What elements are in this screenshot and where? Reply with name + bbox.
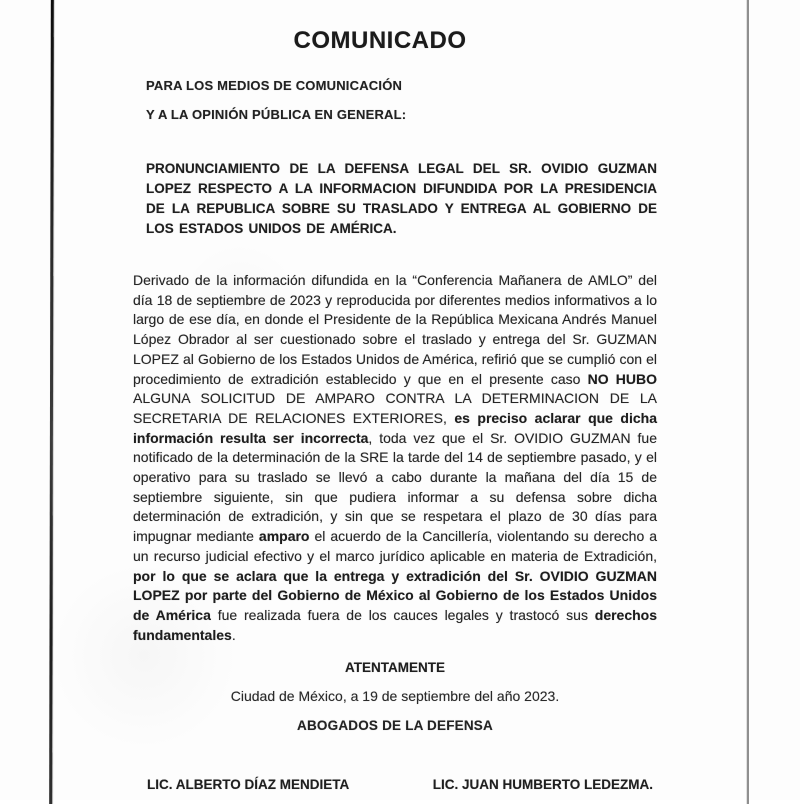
- body-bold-segment: amparo: [258, 528, 310, 545]
- addressee-line-media: PARA LOS MEDIOS DE COMUNICACIÓN: [146, 78, 403, 93]
- body-text-segment: fue realizada fuera de los cauces legales y trastocó sus: [210, 606, 595, 623]
- body-bold-segment: es preciso aclarar que dicha información resulta ser incorrecta: [133, 409, 657, 446]
- document-title: COMUNICADO: [293, 27, 467, 54]
- body-bold-segment: por lo que se aclara que la entrega y extradición del Sr. OVIDIO GUZMAN LOPEZ por parte del Gobierno de México al Gobierno de los Estados Unidos de América: [133, 567, 657, 623]
- document-content: [133, 0, 657, 792]
- addressee-line-public: Y A LA OPINIÓN PÚBLICA EN GENERAL:: [146, 107, 407, 122]
- body-text-segment: el acuerdo de la Cancillería, violentando su derecho a un recurso judicial efectivo y el marco jurídico aplicable en materia de Extradición,: [133, 528, 657, 564]
- signatory-right: LIC. JUAN HUMBERTO LEDEZMA.: [432, 777, 653, 793]
- dateline: Ciudad de México, a 19 de septiembre del año 2023.: [230, 688, 560, 705]
- body-text-segment: .: [231, 626, 236, 643]
- scan-edge-right-line: [747, 0, 749, 804]
- signature-row: [133, 777, 657, 792]
- signatory-left: LIC. ALBERTO DÍAZ MENDIETA: [147, 777, 350, 793]
- body-text-segment: , toda vez que el Sr. OVIDIO GUZMAN fue notificado de la determinación de la SRE la tarde del 14 de septiembre pasado, y el operativo para su traslado se llevó a cabo durante la mañana del día 15 de septiembre siguiente, sin que pudiera informar a su defensa sobre dicha determinación de extradición, y sin que se respetara el plazo de 30 días para impugnar mediante: [133, 429, 657, 545]
- body-bold-segment: derechos fundamentales: [133, 606, 658, 643]
- body-text-segment: Derivado de la información difundida en la “Conferencia Mañanera de AMLO” del día 18 de septiembre de 2023 y reproducida por diferentes medios informativos a lo largo de ese día, en donde el Presidente de la República Mexicana Andrés Manuel López Obrador al ser cuestionado sobre el traslado y entrega del Sr. GUZMAN LOPEZ al Gobierno de los Estados Unidos de América, refirió que se cumplió con el procedimiento de extradición establecido y que en el presente caso: [133, 272, 657, 387]
- body-text-segment: ALGUNA SOLICITUD DE AMPARO CONTRA LA DETERMINACION DE LA SECRETARIA DE RELACIONES EXTERIORES,: [133, 390, 657, 426]
- body-bold-segment: NO HUBO: [587, 370, 657, 387]
- subject-paragraph: PRONUNCIAMIENTO DE LA DEFENSA LEGAL DEL SR. OVIDIO GUZMAN LOPEZ RESPECTO A LA INFORMACION DIFUNDIDA POR LA PRESIDENCIA DE LA REPUBLICA SOBRE SU TRASLADO Y ENTREGA AL GOBIERNO DE LOS ESTADOS UNIDOS DE AMÉRICA.: [146, 161, 657, 236]
- salutation: ATENTAMENTE: [345, 660, 445, 676]
- scan-edge-left-line: [49, 0, 53, 804]
- body-paragraph: [133, 271, 657, 645]
- signature-title: ABOGADOS DE LA DEFENSA: [297, 718, 493, 734]
